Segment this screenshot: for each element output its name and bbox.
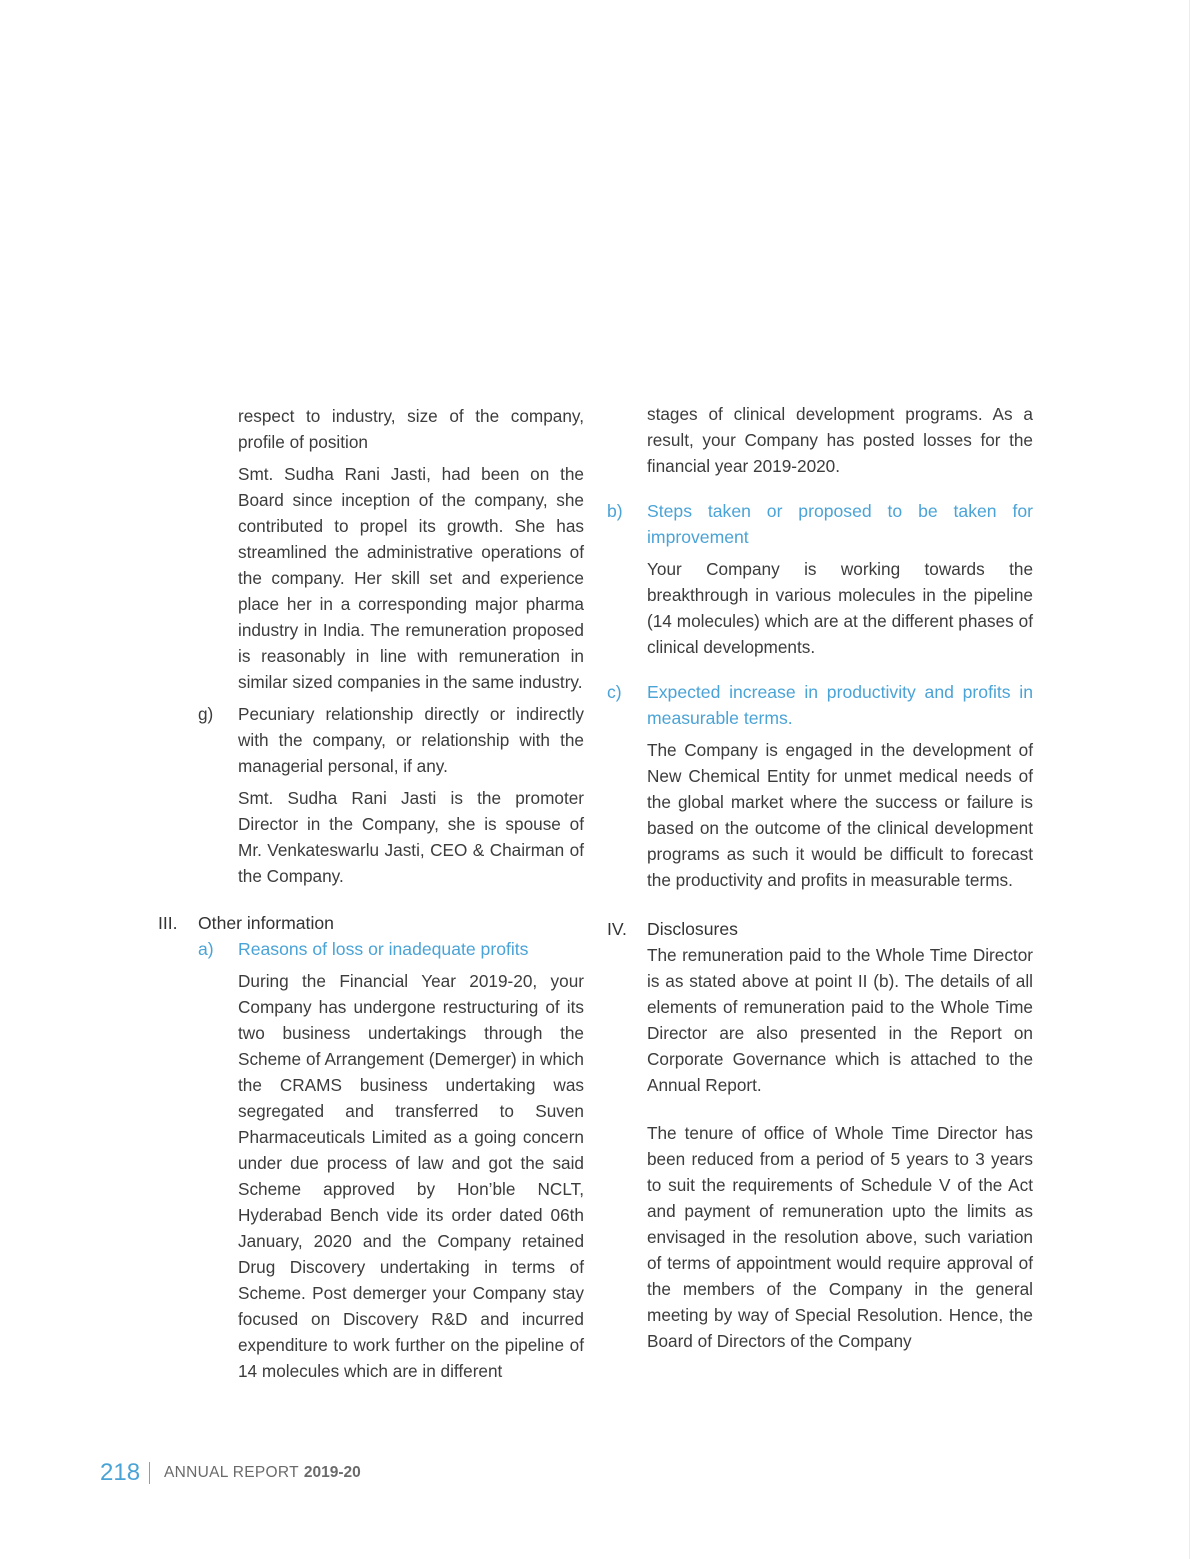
item-a-title: Reasons of loss or inadequate profits — [238, 939, 529, 959]
section-iii-label: III. — [158, 913, 178, 933]
item-b-body: Your Company is working towards the breakthrough in various molecules in the pipeline (14 molecules) which are at the different phases of clinical developments. — [647, 559, 1033, 657]
disclosures-paragraph-2: The tenure of office of Whole Time Director has been reduced from a period of 5 years to 3 years to suit the requirements of Schedule V of the Act and payment of remuneration upto the limits as envisaged in the resolution above, such variation of terms of appointment would require approval of the members of the Company in the general meeting by way of Special Resolution. Hence, the Board of Directors of the Company — [647, 1123, 1033, 1351]
item-b-heading — [607, 498, 1033, 550]
item-g — [198, 701, 584, 779]
item-a-heading — [198, 936, 584, 962]
item-c-heading — [607, 679, 1033, 731]
item-a-label: a) — [198, 939, 214, 959]
continued-paragraph: respect to industry, size of the company, profile of position — [238, 406, 584, 452]
section-iv-label: IV. — [607, 919, 627, 939]
section-iv-heading — [607, 916, 1033, 942]
item-a-body: During the Financial Year 2019-20, your Company has undergone restructuring of its two business undertakings through the Scheme of Arrangement (Demerger) in which the CRAMS business undertaking was segregated and transferred to Suven Pharmaceuticals Limited as a going concern under due process of law and got the said Scheme approved by Hon’ble NCLT, Hyderabad Bench vide its order dated 06th January, 2020 and the Company retained Drug Discovery undertaking in terms of Scheme. Post demerger your Company stay focused on Discovery R&D and incurred expenditure to work further on the pipeline of 14 molecules which are in different — [238, 971, 584, 1381]
section-iii-title: Other information — [198, 913, 334, 933]
report-year: 2019-20 — [303, 1464, 361, 1481]
item-a-continued: stages of clinical development programs. As a result, your Company has posted losses for the financial year 2019-2020. — [647, 404, 1033, 476]
page-number: 218 — [100, 1459, 141, 1486]
page-edge-line — [1189, 0, 1190, 1559]
section-iv-title: Disclosures — [647, 919, 738, 939]
item-g-text: Pecuniary relationship directly or indirectly with the company, or relationship with the managerial personal, if any. — [238, 704, 584, 776]
section-iii-heading — [158, 910, 584, 936]
report-label: ANNUAL REPORT — [164, 1464, 299, 1481]
item-c-label: c) — [607, 682, 622, 702]
item-c-title: Expected increase in productivity and profits in measurable terms. — [647, 682, 1033, 728]
item-b-label: b) — [607, 501, 623, 521]
item-c-body: The Company is engaged in the development of New Chemical Entity for unmet medical needs of the global market where the success or failure is based on the outcome of the clinical development programs as such it would be difficult to forecast the productivity and profits in measurable terms. — [647, 740, 1033, 890]
item-g-body: Smt. Sudha Rani Jasti is the promoter Director in the Company, she is spouse of Mr. Venkateswarlu Jasti, CEO & Chairman of the Company. — [238, 788, 584, 886]
item-f-body: Smt. Sudha Rani Jasti, had been on the Board since inception of the company, she contributed to propel its growth. She has streamlined the administrative operations of the company. Her skill set and experience place her in a corresponding major pharma industry in India. The remuneration proposed is reasonably in line with remuneration in similar sized companies in the same industry. — [238, 464, 584, 692]
footer-divider — [149, 1462, 150, 1484]
disclosures-paragraph-1: The remuneration paid to the Whole Time Director is as stated above at point II (b). The details of all elements of remuneration paid to the Whole Time Director are also presented in the Report on Corporate Governance which is attached to the Annual Report. — [647, 945, 1033, 1095]
page-footer — [100, 1458, 361, 1488]
item-g-label: g) — [198, 704, 214, 724]
left-column — [158, 401, 584, 1384]
item-b-title: Steps taken or proposed to be taken for improvement — [647, 501, 1033, 547]
right-column — [607, 401, 1033, 1354]
